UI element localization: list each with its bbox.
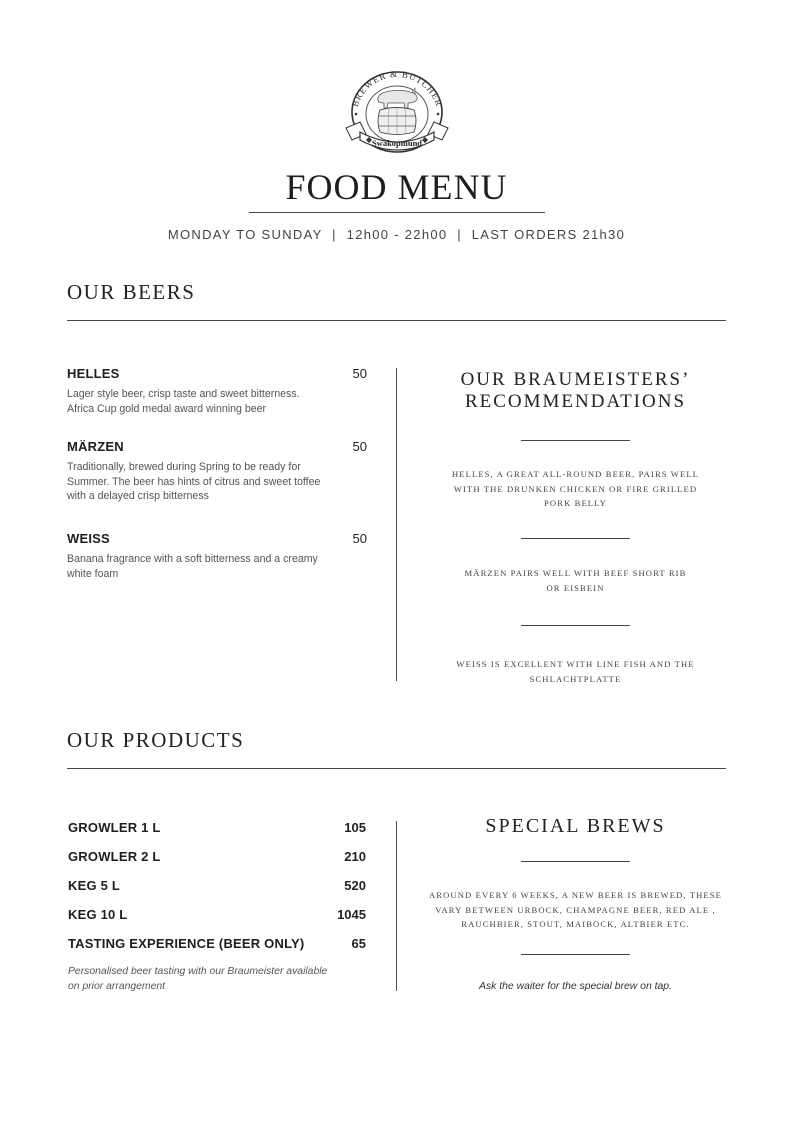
- section-title-beers: OUR BEERS: [67, 280, 196, 304]
- product-name: KEG 5 L: [68, 878, 120, 893]
- recommendation-helles: HELLES, A GREAT ALL-ROUND BEER, PAIRS WELL WITH THE DRUNKEN CHICKEN OR FIRE GRILLED PORK BELLY: [451, 469, 700, 508]
- beer-price: 50: [352, 439, 367, 454]
- page-title: FOOD MENU: [285, 167, 508, 207]
- recommendation-maerzen: MÄRZEN PAIRS WELL WITH BEEF SHORT RIB OR EISBEIN: [464, 568, 687, 593]
- special-brews-divider: [521, 861, 630, 862]
- special-brews-note: Ask the waiter for the special brew on tap.: [479, 981, 672, 992]
- product-name: GROWLER 1 L: [68, 820, 161, 835]
- column-divider-products: [396, 821, 397, 991]
- product-price: 65: [351, 936, 366, 951]
- opening-hours: MONDAY TO SUNDAY | 12h00 - 22h00 | LAST ORDERS 21h30: [167, 227, 626, 242]
- beer-price: 50: [352, 366, 367, 381]
- beer-price: 50: [352, 531, 367, 546]
- beer-name: WEISS: [67, 531, 110, 546]
- section-title-products: OUR PRODUCTS: [67, 728, 245, 752]
- svg-text:Swakopmund: Swakopmund: [371, 138, 423, 148]
- beer-name: MÄRZEN: [67, 439, 124, 454]
- recommendations-title-line2: RECOMMENDATIONS: [464, 391, 687, 412]
- recommendations-title: [430, 369, 721, 413]
- special-brews-divider: [521, 954, 630, 955]
- beer-description: Traditionally, brewed during Spring to be ready for Summer. The beer has hints of citrus and sweet toffee with a delayed crisp bitterness: [67, 461, 321, 502]
- title-divider: [249, 212, 545, 213]
- recommendation-divider: [521, 440, 630, 441]
- product-price: 520: [344, 878, 366, 893]
- section-divider-products: [67, 768, 726, 769]
- beer-name: HELLES: [67, 366, 120, 381]
- logo-emblem-icon: [342, 68, 452, 156]
- recommendation-divider: [521, 538, 630, 539]
- section-divider-beers: [67, 320, 726, 321]
- brewer-butcher-logo: [342, 68, 452, 156]
- beer-description: Banana fragrance with a soft bitterness and a creamy white foam: [67, 553, 318, 580]
- special-brews-title: SPECIAL BREWS: [485, 815, 666, 837]
- svg-text:BREWER & BUTCHER: BREWER & BUTCHER: [349, 68, 445, 109]
- product-name: GROWLER 2 L: [68, 849, 161, 864]
- product-name: TASTING EXPERIENCE (BEER ONLY): [68, 936, 305, 951]
- product-price: 1045: [337, 907, 366, 922]
- product-name: KEG 10 L: [68, 907, 128, 922]
- beer-description: Lager style beer, crisp taste and sweet bitterness. Africa Cup gold medal award winning beer: [67, 388, 300, 415]
- tasting-note: Personalised beer tasting with our Braumeister available on prior arrangement: [68, 966, 328, 992]
- product-price: 105: [344, 820, 366, 835]
- special-brews-text: AROUND EVERY 6 WEEKS, A NEW BEER IS BREWED, THESE VARY BETWEEN URBOCK, CHAMPAGNE BEER, RED ALE , RAUCHBIER, STOUT, MAIBOCK, ALTBIER ETC.: [428, 890, 722, 929]
- column-divider-beers: [396, 368, 397, 681]
- recommendation-divider: [521, 625, 630, 626]
- product-price: 210: [344, 849, 366, 864]
- recommendations-title-line1: OUR BRAUMEISTERS’: [460, 369, 691, 390]
- recommendation-weiss: WEISS IS EXCELLENT WITH LINE FISH AND THE SCHLACHTPLATTE: [456, 659, 695, 684]
